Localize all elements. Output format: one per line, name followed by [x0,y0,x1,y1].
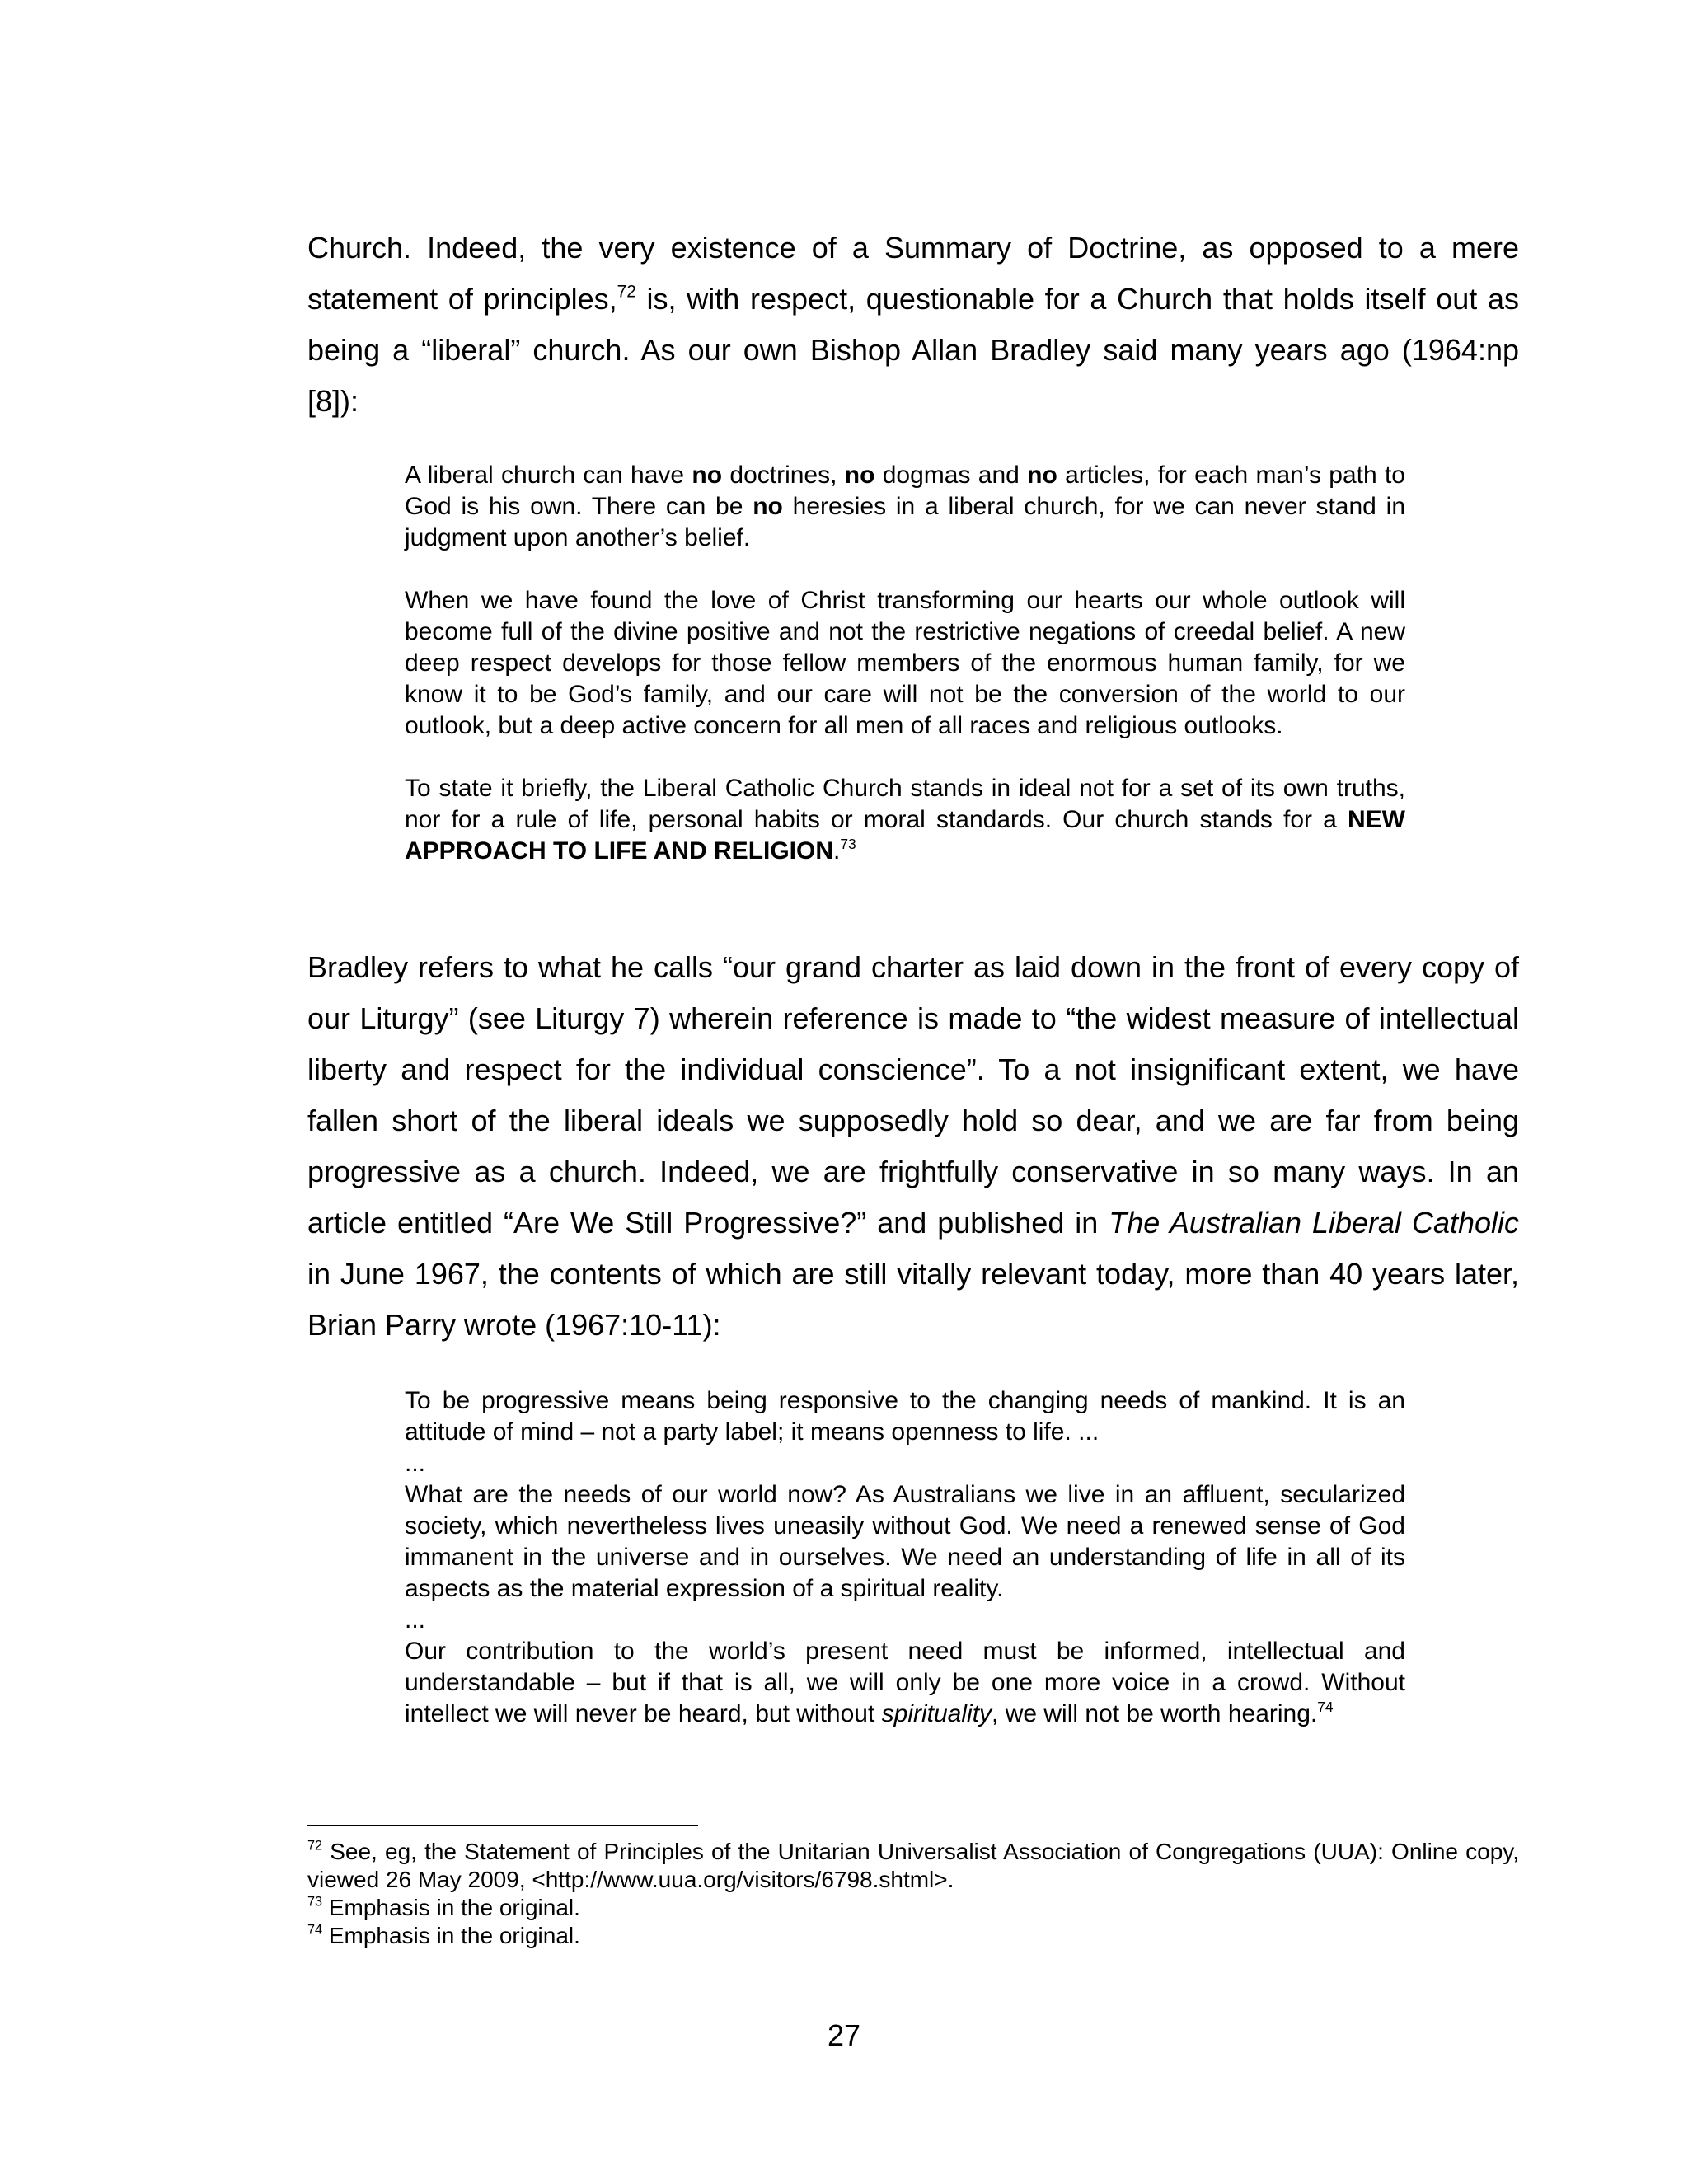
quote-paragraph-3 [405,773,1405,867]
bold-emphasis: no [753,493,783,520]
footnote-text: See, eg, the Statement of Principles of the Unitarian Universalist Association of Congregations (UUA): Online copy, viewed 26 May 2009, <http://www.uua.org/visitors/6798.shtml>. [307,1839,1519,1892]
footnotes [307,1838,1519,1950]
bold-emphasis: no [692,462,723,489]
footnote-number: 73 [307,1894,323,1910]
footnote-number: 72 [307,1838,323,1854]
quote-paragraph-2: What are the needs of our world now? As Australians we live in an affluent, secularized society, which nevertheless lives uneasily without God. We need a renewed sense of God immanent in the universe and in ourselves. We need an understanding of life in all of its aspects as the material expression of a spiritual reality. [405,1481,1405,1602]
ellipsis: ... [405,1450,426,1477]
block-quote-parry [405,1385,1405,1730]
bold-emphasis: NEW APPROACH TO LIFE AND RELIGION [405,806,1405,865]
quote-text: A liberal church can have [405,462,692,489]
footnote-separator [307,1825,698,1826]
paragraph-text: Bradley refers to what he calls “our grand charter as laid down in the front of every copy of our Liturgy” (see Liturgy 7) wherein reference is made to “the widest measure of intellectual liberty and respect for the individual conscience”. To a not insignificant extent, we have fallen short of the liberal ideals we supposedly hold so dear, and we are far from being progressive as a church. Indeed, we are frightfully conservative in so many ways. In an article entitled “Are We Still Progressive?” and published in [307,950,1519,1240]
quote-text: heresies in a liberal church, for we can never stand in judgment upon another’s belief. [405,493,1406,551]
quote-paragraph-3 [405,1636,1405,1730]
block-quote-bradley [405,460,1405,867]
footnote-text: Emphasis in the original. [322,1895,580,1920]
quote-text: Our contribution to the world’s present need must be informed, intellectual and understandable – but if that is all, we will only be one more voice in a crowd. Without intellect we will never be heard, but without [405,1638,1405,1727]
paragraph-text: is, with respect, questionable for a Church that holds itself out as being a “liberal” church. As our own Bishop Allan Bradley said many years ago (1964:np [8]): [307,282,1519,418]
quote-paragraph-1: To be progressive means being responsive to the changing needs of mankind. It is an attitude of mind – not a party label; it means openness to life. ... [405,1387,1405,1446]
footnote-73 [307,1894,1519,1922]
quote-text: dogmas and [874,462,1028,489]
italic-emphasis: spirituality [881,1700,992,1727]
footnote-reference-74[interactable]: 74 [1317,1698,1334,1715]
footnote-text: Emphasis in the original. [322,1923,580,1948]
paragraph-text: in June 1967, the contents of which are still vitally relevant today, more than 40 years later, Brian Parry wrote (1967:10-11): [307,1257,1519,1342]
footnote-reference-73[interactable]: 73 [840,835,856,852]
quote-paragraph-2: When we have found the love of Christ transforming our hearts our whole outlook will become full of the divine positive and not the restrictive negations of creedal belief. A new deep respect develops for those fellow members of the enormous human family, for we know it to be God’s family, and our care will not be the conversion of the world to our outlook, but a deep active concern for all men of all races and religious outlooks. [405,587,1405,739]
bold-emphasis: no [844,462,875,489]
quote-paragraph-1 [405,460,1405,554]
quote-text: To state it briefly, the Liberal Catholic Church stands in ideal not for a set of its own truths, nor for a rule of life, personal habits or moral standards. Our church stands for a [405,775,1405,833]
page-number: 27 [827,2018,861,2052]
paragraph-text: Church. Indeed, the very existence of a Summary of Doctrine, as opposed to a mere statement of principles, [307,231,1519,316]
footnote-74 [307,1922,1519,1950]
journal-title: The Australian Liberal Catholic [1109,1206,1520,1240]
quote-text: articles, for each man’s path to God is his own. There can be [405,462,1405,520]
ellipsis: ... [405,1606,426,1633]
footnote-72 [307,1838,1519,1894]
footnote-number: 74 [307,1922,323,1938]
bold-emphasis: no [1027,462,1057,489]
body-paragraph-2 [307,942,1519,1351]
quote-text: . [833,837,841,865]
quote-text: doctrines, [722,462,845,489]
quote-text: , we will not be worth hearing. [992,1700,1318,1727]
footnote-reference-72[interactable]: 72 [617,282,636,302]
body-paragraph-1 [307,223,1519,427]
